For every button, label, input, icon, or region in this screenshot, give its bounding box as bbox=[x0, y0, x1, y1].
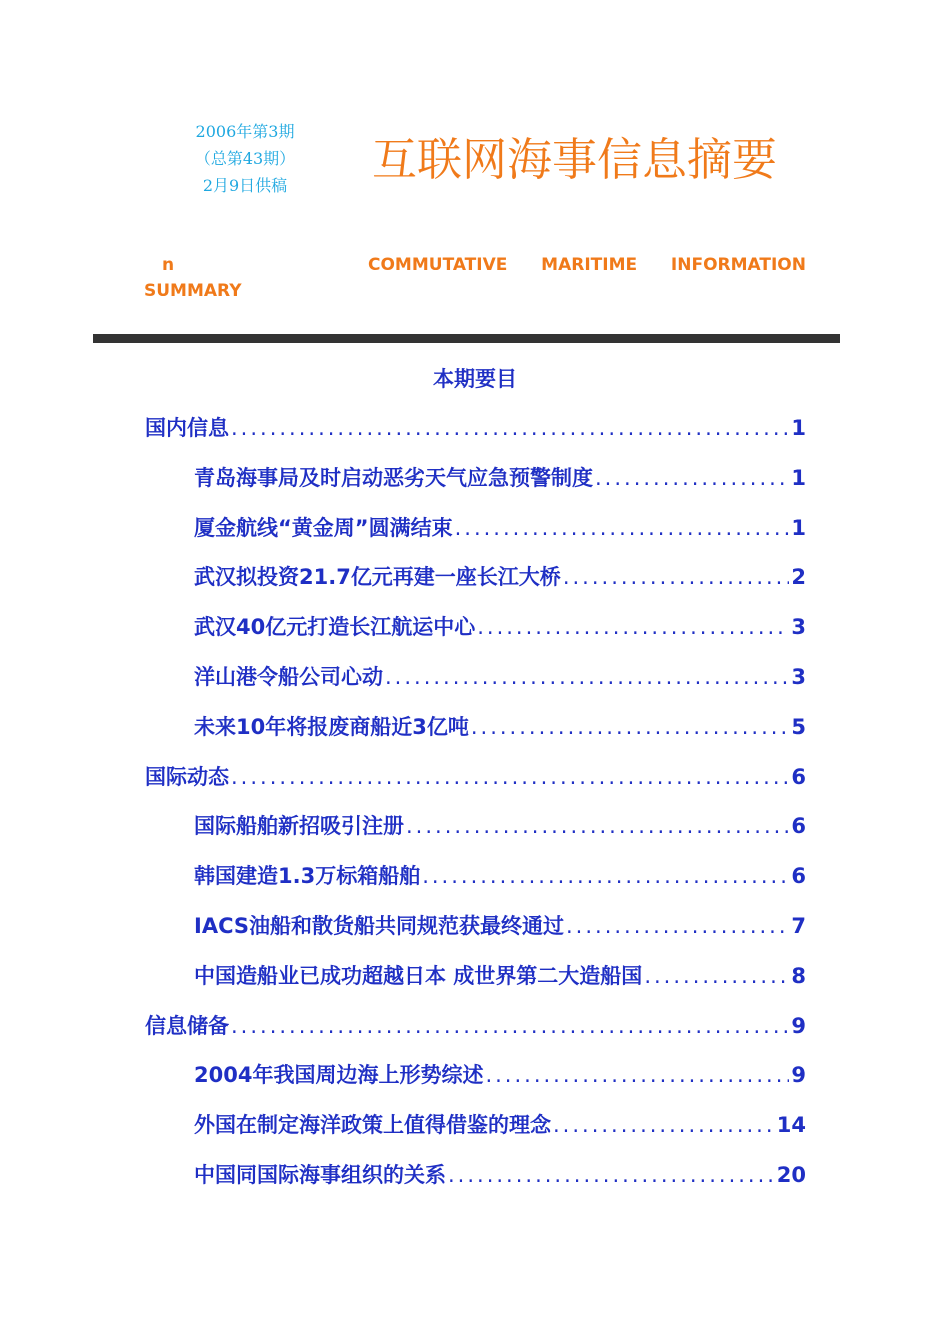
toc-page-number: 6 bbox=[791, 764, 806, 789]
toc-dot-leader bbox=[563, 557, 790, 597]
toc-article-entry[interactable] bbox=[145, 1155, 806, 1205]
toc-dot-leader bbox=[448, 1155, 775, 1195]
toc-page-number: 2 bbox=[791, 565, 806, 590]
issue-date: 2月9日供稿 bbox=[202, 176, 288, 195]
toc-dot-leader bbox=[485, 1055, 789, 1095]
toc-entry-label: 外国在制定海洋政策上值得借鉴的理念 bbox=[194, 1113, 551, 1138]
toc-entry-label: 国内信息 bbox=[145, 416, 229, 440]
toc-entry-label: 国际船舶新招吸引注册 bbox=[194, 814, 404, 839]
english-word-2: MARITIME bbox=[541, 255, 638, 275]
english-word-3: INFORMATION bbox=[670, 255, 806, 275]
toc-heading: 本期要目 bbox=[433, 367, 517, 391]
toc-article-entry[interactable] bbox=[145, 657, 806, 707]
toc-dot-leader bbox=[231, 1006, 789, 1046]
toc-page-number: 7 bbox=[791, 913, 806, 938]
toc-dot-leader bbox=[385, 657, 789, 697]
toc-page-number: 9 bbox=[791, 1013, 806, 1038]
english-subtitle-left bbox=[144, 252, 242, 304]
toc-page-number: 1 bbox=[791, 416, 806, 440]
toc-entry-label: 武汉40亿元打造长江航运中心 bbox=[194, 615, 476, 640]
toc-page-number: 9 bbox=[791, 1063, 806, 1088]
toc-dot-leader bbox=[471, 707, 790, 747]
toc-entry-label: IACS油船和散货船共同规范获最终通过 bbox=[194, 913, 564, 938]
toc-entry-label: 信息储备 bbox=[145, 1013, 229, 1038]
toc-dot-leader bbox=[231, 757, 789, 797]
toc-entry-label: 中国造船业已成功超越日本 成世界第二大造船国 bbox=[194, 963, 643, 988]
toc-page-number: 14 bbox=[776, 1113, 806, 1138]
toc-entry-label: 未来10年将报废商船近3亿吨 bbox=[194, 714, 469, 739]
english-word-1: COMMUTATIVE bbox=[368, 255, 508, 275]
toc-entry-label: 韩国建造1.3万标箱船舶 bbox=[194, 864, 421, 889]
toc-page-number: 5 bbox=[791, 714, 806, 739]
toc-dot-leader bbox=[553, 1105, 775, 1145]
header-divider bbox=[93, 334, 840, 343]
english-subtitle-n: n bbox=[162, 255, 175, 275]
toc-section-entry[interactable] bbox=[145, 757, 806, 807]
english-subtitle-summary: SUMMARY bbox=[144, 281, 242, 301]
issue-total: （总第43期） bbox=[194, 149, 296, 168]
toc-page-number: 6 bbox=[791, 864, 806, 889]
toc-page-number: 1 bbox=[791, 465, 806, 490]
toc-dot-leader bbox=[422, 856, 789, 896]
toc-page-number: 1 bbox=[791, 515, 806, 540]
toc-dot-leader bbox=[566, 906, 789, 946]
toc-article-entry[interactable] bbox=[145, 557, 806, 607]
toc-section-entry[interactable] bbox=[145, 408, 806, 458]
toc-page-number: 20 bbox=[776, 1162, 806, 1187]
toc-article-entry[interactable] bbox=[145, 707, 806, 757]
toc-article-entry[interactable] bbox=[145, 956, 806, 1006]
toc-dot-leader bbox=[477, 607, 789, 647]
toc-entry-label: 中国同国际海事组织的关系 bbox=[194, 1162, 446, 1187]
toc-dot-leader bbox=[595, 458, 789, 498]
toc-entry-label: 青岛海事局及时启动恶劣天气应急预警制度 bbox=[194, 465, 593, 490]
issue-number: 2006年第3期 bbox=[195, 122, 295, 141]
toc-article-entry[interactable] bbox=[145, 906, 806, 956]
toc-page-number: 3 bbox=[791, 664, 806, 689]
toc-article-entry[interactable] bbox=[145, 458, 806, 508]
issue-info bbox=[150, 118, 340, 199]
toc-page-number: 8 bbox=[791, 963, 806, 988]
toc-article-entry[interactable] bbox=[145, 856, 806, 906]
toc-page-number: 3 bbox=[791, 615, 806, 640]
toc-article-entry[interactable] bbox=[145, 508, 806, 558]
toc-entry-label: 洋山港令船公司心动 bbox=[194, 664, 383, 689]
toc-dot-leader bbox=[455, 508, 790, 548]
toc-article-entry[interactable] bbox=[145, 607, 806, 657]
toc-entry-label: 国际动态 bbox=[145, 764, 229, 789]
toc-article-entry[interactable] bbox=[145, 1105, 806, 1155]
table-of-contents bbox=[145, 408, 806, 1205]
toc-dot-leader bbox=[231, 408, 789, 448]
toc-entry-label: 厦金航线“黄金周”圆满结束 bbox=[194, 515, 453, 540]
toc-section-entry[interactable] bbox=[145, 1006, 806, 1056]
toc-article-entry[interactable] bbox=[145, 806, 806, 856]
toc-entry-label: 2004年我国周边海上形势综述 bbox=[194, 1063, 484, 1088]
toc-dot-leader bbox=[406, 806, 789, 846]
page-title: 互联网海事信息摘要 bbox=[372, 133, 778, 186]
english-subtitle-right bbox=[368, 252, 806, 278]
toc-entry-label: 武汉拟投资21.7亿元再建一座长江大桥 bbox=[194, 565, 561, 590]
toc-dot-leader bbox=[644, 956, 789, 996]
toc-page-number: 6 bbox=[791, 814, 806, 839]
toc-article-entry[interactable] bbox=[145, 1055, 806, 1105]
